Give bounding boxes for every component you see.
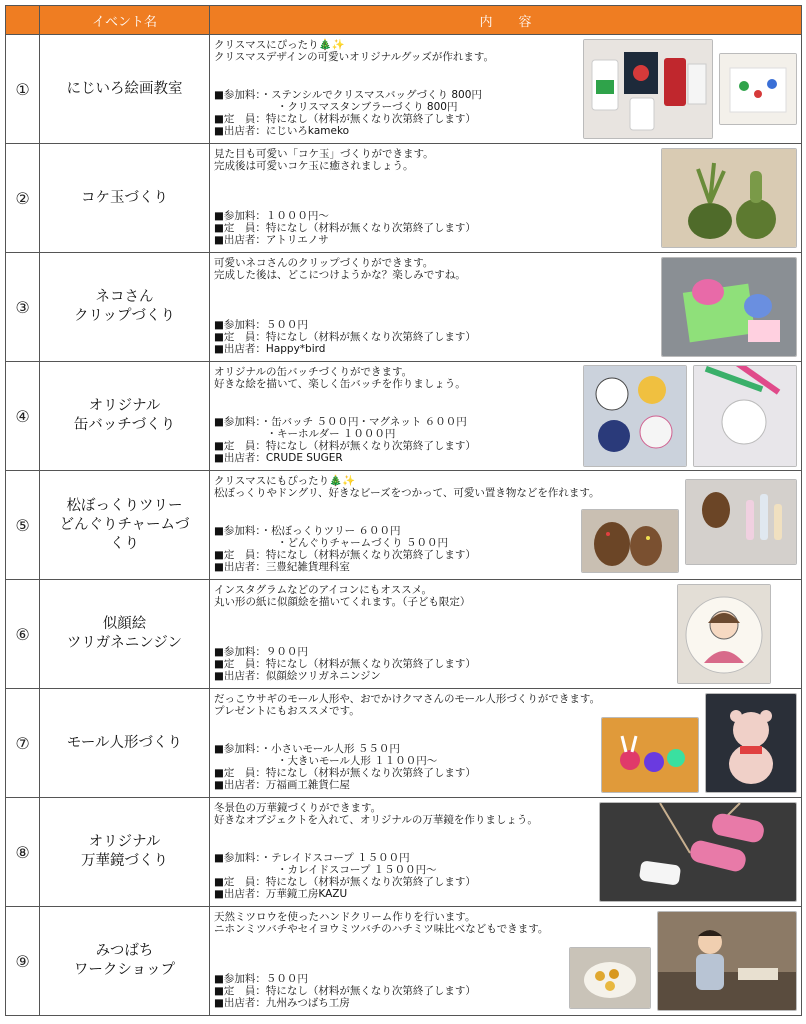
detail-line: ■参加料：・缶バッチ ５００円・マグネット ６００円 [214, 416, 467, 428]
event-photos [661, 148, 797, 248]
event-details [214, 743, 476, 791]
event-content [210, 253, 802, 362]
acorn-charm-photo [685, 479, 797, 565]
event-photos [581, 507, 797, 575]
table-row [6, 253, 802, 362]
detail-line: ■出店者：アトリエノサ [214, 234, 329, 246]
event-description: インスタグラムなどのアイコンにもオススメ。 丸い形の紙に似顔絵を描いてくれます。（子ども限定） [214, 584, 471, 608]
christmas-goods-photo [583, 39, 713, 139]
event-photos [583, 39, 797, 139]
detail-line: ■参加料：・小さいモール人形 ５５０円 [214, 743, 400, 755]
event-details [214, 646, 476, 682]
detail-line: ・大きいモール人形 １１００円～ [214, 755, 438, 767]
row-number: ① [6, 35, 40, 144]
detail-line: ■出店者：万華鏡工房KAZU [214, 888, 348, 900]
row-number: ⑧ [6, 798, 40, 907]
event-name: コケ玉づくり [40, 144, 210, 253]
detail-line: ■参加料：９００円 [214, 646, 308, 658]
event-details [214, 852, 476, 900]
chenille-rabbit-photo [601, 717, 699, 793]
event-name: 似顔絵 ツリガネニンジン [40, 580, 210, 689]
table-row [6, 580, 802, 689]
row-number: ④ [6, 362, 40, 471]
event-name: オリジナル 万華鏡づくり [40, 798, 210, 907]
event-name: ネコさん クリップづくり [40, 253, 210, 362]
event-content [210, 689, 802, 798]
row-number: ⑥ [6, 580, 40, 689]
event-content [210, 362, 802, 471]
table-row [6, 471, 802, 580]
table-row [6, 35, 802, 144]
event-name: 松ぼっくりツリー どんぐりチャームづ くり [40, 471, 210, 580]
event-details [214, 89, 482, 137]
detail-line: ■参加料：５００円 [214, 319, 308, 331]
event-content [210, 471, 802, 580]
event-table [5, 5, 802, 1016]
photo-bg [662, 149, 796, 247]
detail-line: ■定 員：特になし（材料が無くなり次第終了します） [214, 222, 476, 234]
event-details [214, 973, 476, 1009]
chenille-bear-photo [705, 693, 797, 793]
event-content [210, 144, 802, 253]
detail-line: ・クリスマスタンブラーづくり 800円 [214, 101, 458, 113]
kaleidoscope-photo [599, 802, 797, 902]
detail-line: ■定 員：特になし（材料が無くなり次第終了します） [214, 331, 476, 343]
detail-line: ■参加料：１０００円～ [214, 210, 329, 222]
detail-line: ■定 員：特になし（材料が無くなり次第終了します） [214, 985, 476, 997]
badges-photo [583, 365, 687, 467]
event-details [214, 525, 476, 573]
event-description: 天然ミツロウを使ったハンドクリーム作りを行います。 ニホンミツバチやセイヨウミツバチのハチミツ味比べなどもできます。 [214, 911, 549, 935]
moss-ball-photo [661, 148, 797, 248]
detail-line: ■出店者：CRUDE SUGER [214, 452, 343, 464]
table-header-row [6, 6, 802, 35]
detail-line: ■出店者：にじいろkameko [214, 125, 350, 137]
detail-line: ・どんぐりチャームづくり ５００円 [214, 537, 449, 549]
event-photos [583, 366, 797, 466]
event-description: 見た目も可愛い「コケ玉」づくりができます。 完成後は可愛いコケ玉に癒されましょう。 [214, 148, 434, 172]
header-event-name: イベント名 [40, 6, 210, 35]
event-details [214, 210, 476, 246]
cat-clip-photo [661, 257, 797, 357]
detail-line: ■参加料：・テレイドスコープ １５００円 [214, 852, 410, 864]
event-name: モール人形づくり [40, 689, 210, 798]
row-number: ⑤ [6, 471, 40, 580]
event-photos [661, 257, 797, 357]
pinecone-tree-photo [581, 509, 679, 573]
detail-line: ■出店者：万福画工雑貨仁屋 [214, 779, 350, 791]
detail-line: ■定 員：特になし（材料が無くなり次第終了します） [214, 549, 476, 561]
event-description: クリスマスにぴったり🎄✨ クリスマスデザインの可愛いオリジナルグッズが作れます。 [214, 39, 495, 63]
row-number: ③ [6, 253, 40, 362]
event-table-sheet [5, 5, 801, 1016]
detail-line: ■出店者：Happy*bird [214, 343, 326, 355]
row-number: ② [6, 144, 40, 253]
header-blank [6, 6, 40, 35]
detail-line: ■参加料：５００円 [214, 973, 308, 985]
event-name: オリジナル 缶バッチづくり [40, 362, 210, 471]
detail-line: ・キーホルダー １０００円 [214, 428, 396, 440]
detail-line: ■出店者：三豊紀雑貨理科室 [214, 561, 350, 573]
event-content [210, 907, 802, 1016]
row-number: ⑨ [6, 907, 40, 1016]
table-row [6, 362, 802, 471]
event-content [210, 35, 802, 144]
detail-line: ■出店者：九州みつばち工房 [214, 997, 350, 1009]
event-description: クリスマスにもぴったり🎄✨ 松ぼっくりやドングリ、好きなビーズをつかって、可愛い置き物などを作れます。 [214, 475, 600, 499]
event-photos [601, 717, 797, 793]
detail-line: ■定 員：特になし（材料が無くなり次第終了します） [214, 876, 476, 888]
photo-bg [584, 366, 686, 466]
event-description: 可愛いネコさんのクリップづくりができます。 完成した後は、どこにつけようかな？楽しみですね。 [214, 257, 466, 281]
detail-line: ■定 員：特になし（材料が無くなり次第終了します） [214, 767, 476, 779]
event-details [214, 416, 476, 464]
event-description: オリジナルの缶バッチづくりができます。 好きな絵を描いて、楽しく缶バッチを作りましょう。 [214, 366, 466, 390]
badge-making-photo [693, 365, 797, 467]
detail-line: ■参加料：・ステンシルでクリスマスバッグづくり 800円 [214, 89, 482, 101]
event-content [210, 798, 802, 907]
christmas-bag-photo [719, 53, 797, 125]
table-row [6, 144, 802, 253]
header-content: 内 容 [210, 6, 802, 35]
row-number: ⑦ [6, 689, 40, 798]
honey-tasting-photo [569, 947, 651, 1009]
event-description: だっこウサギのモール人形や、おでかけクマさんのモール人形づくりができます。 プレゼントにもおススメです。 [214, 693, 601, 717]
event-description: 冬景色の万華鏡づくりができます。 好きなオブジェクトを入れて、オリジナルの万華鏡を作りましょう。 [214, 802, 538, 826]
event-name: にじいろ絵画教室 [40, 35, 210, 144]
event-details [214, 319, 476, 355]
event-content [210, 580, 802, 689]
event-photos [677, 584, 771, 684]
detail-line: ■定 員：特になし（材料が無くなり次第終了します） [214, 658, 476, 670]
table-row [6, 907, 802, 1016]
detail-line: ■定 員：特になし（材料が無くなり次第終了します） [214, 113, 476, 125]
table-row [6, 689, 802, 798]
event-photos [569, 945, 797, 1011]
detail-line: ■定 員：特になし（材料が無くなり次第終了します） [214, 440, 476, 452]
detail-line: ■出店者：似顔絵ツリガネニンジン [214, 670, 381, 682]
portrait-photo [677, 584, 771, 684]
event-photos [599, 802, 797, 902]
detail-line: ・カレイドスコープ １５００円～ [214, 864, 437, 876]
event-name: みつばち ワークショップ [40, 907, 210, 1016]
workshop-child-photo [657, 911, 797, 1011]
table-row [6, 798, 802, 907]
detail-line: ■参加料：・松ぼっくりツリー ６００円 [214, 525, 401, 537]
